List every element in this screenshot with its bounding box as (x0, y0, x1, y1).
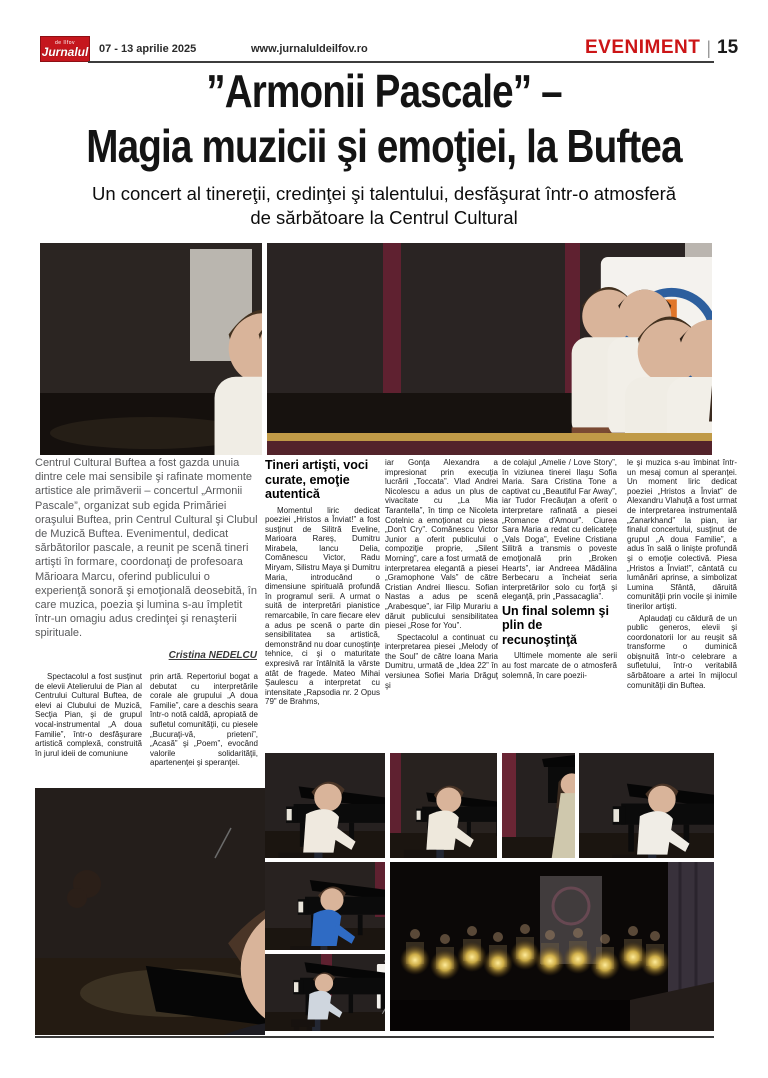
byline-author: Cristina NEDELCU (168, 650, 257, 661)
jurnalul-logo (40, 36, 90, 62)
paragraph: Ultimele momente ale serii au fost marcate de o atmosferă solemnă, în care poezii- (502, 651, 617, 680)
photo-candlelight-choir (390, 862, 714, 1031)
logo-title: Jurnalul (41, 44, 89, 59)
photo-curly-hair-pianist (35, 788, 265, 1035)
article-column-1 (35, 672, 142, 786)
byline (35, 650, 257, 661)
photo-pianist-boy (265, 954, 385, 1031)
article-column-2 (150, 672, 258, 786)
article-column-3 (265, 458, 380, 749)
paragraph: Spectacolul a continuat cu interpretarea piesei „Melody of the Soul” de către Ioana Maria Dumitru, urmată de „Idea 22” în versiunea Sofiei Maria Drăguţ şi (385, 632, 498, 690)
photo-standing-performer (502, 753, 575, 858)
headline-line1: ”Armonii Pascale” – (206, 65, 562, 117)
paragraph: le şi muzica s-au îmbinat într-un mesaj comun al speranţei. Un moment liric dedicat poeziei „Hristos a Înviat” de Alexandru Vlahuţă a fost urmat de interpretarea instrumentală „Zanarkhand” la pian, iar finalul concertului, susţinut de grupul „A doua Familie”, a adus în sală o linişte profundă şi o emoţie colectivă. Piesa „Hristos a Înviat!”, cântată cu lumânări aprinse, a simbolizat Lumina Sfântă, dăruită comunităţii prin vocile şi inimile tinerilor artişti. (627, 458, 737, 611)
section-header (585, 37, 738, 59)
page-number: 15 (717, 37, 739, 58)
section-separator: | (706, 37, 712, 58)
standfirst-line2: de sărbătoare la Centrul Cultural (250, 207, 518, 228)
subheading-final-solemn: Un final solemn şi plin de recunoştinţă (502, 603, 609, 647)
standfirst (34, 182, 734, 230)
section-label: EVENIMENT (585, 37, 701, 58)
photo-folk-group-with-teachers (40, 243, 262, 455)
headline-line2: Magia muzicii şi emoţiei, la Buftea (86, 120, 682, 172)
photo-pianist-blue-dress (265, 862, 385, 950)
standfirst-line1: Un concert al tinereţii, credinţei şi talentului, desfăşurat într-o atmosferă (91, 183, 677, 204)
photo-pianist-1 (265, 753, 385, 858)
paragraph: Aplaudaţi cu căldură de un public generos, elevii şi coordonatorii lor au reuşit să transforme o duminică obişnuită într-o celebrare a sufletului, într-o veritabilă sărbătoare a artei în mijlocul comunităţii din Buftea. (627, 613, 737, 690)
paragraph: Momentul liric dedicat poeziei „Hristos a Înviat!” a fost susţinut de Silitră Eveline, Marioara Rareş, Dumitru Mirabela, Iancu Delia, Comănescu Victor, Radu Miryam, Silistru Maya şi Dumitru Maria, introducând o dimensiune spirituală profundă în programul serii. A urmat o suită de interpretări pianistice remarcabile, în care fiecare elev a adus pe scenă o parte din sensibilitatea sa artistică, demonstrând nu doar cunoştinţe tehnice, ci şi o maturitate expresivă rar întâlnită la vârste atât de fragede. Mateo Mihai Şaulescu a interpretat cu intensitate „Rapsodia nr. 2 Opus 79” de Brahms, (265, 505, 380, 707)
paragraph: de colajul „Amelie / Love Story”, în viziunea tinerei Ilaşu Sofia Maria. Sara Cristina Tone a captivat cu „Beautiful Far Away”, iar Tudor Frecăuţan a oferit o interpretare rafinată a piesei „Romance d'Amour”. Ciurea Sara Maria a redat cu delicateţe „Vals Doga”, Eveline Cristiana Silitră a transmis o poveste emoţională prin „Broken Hearts”, iar Andreea Mădălina Berbecaru a încheiat seria interpretărilor solo cu forţă şi eleganţă, prin „Passacaglia”. (502, 458, 617, 602)
paragraph: Spectacolul a fost susţinut de elevii Atelierului de Pian al Centrului Cultural Buftea, de elevi ai Clubului de Muzică, Secţia Pian, şi de grupul vocal-instrumental „A doua Familie”, într-o desfăşurare artistică complexă, construită în jurul ideii de comuniune (35, 672, 142, 758)
article-column-6 (627, 458, 737, 749)
article-column-5 (502, 458, 617, 749)
paragraph: iar Gonţa Alexandra a impresionat prin execuţia lucrării „Toccata”. Vlad Andrei Nicolescu a adus un plus de vivacitate cu „La Mia Tarantella”, în timp ce Nicoleta Cotelnic a emoţionat cu piesa „Don't Cry”. Comănescu Victor Junior a oferit publicului o compoziţie proprie, „Silent Morning”, care a fost urmată de interpretarea elegantă a piesei „Gramophone Vals” de către Cristian Andrei Iliescu. Sofian Nastas a adus pe scenă „Arabesque”, iar Filip Murariu a dăruit publicului sensibilitatea piesei „Rose for You”. (385, 458, 498, 631)
headline (61, 64, 706, 174)
logo-subtitle: de Ilfov (54, 39, 76, 46)
website-url: www.jurnaluldeilfov.ro (251, 43, 368, 55)
photo-pianist-3 (579, 753, 714, 858)
header-rule (88, 61, 714, 63)
lead-paragraph: Centrul Cultural Buftea a fost gazda unuia dintre cele mai sensibile şi rafinate momente artistice ale primăverii – concertul „Armonii Pascale”, organizat sub egida Primăriei oraşului Buftea, prin Centrul Cultural şi Clubul de Muzică Buftea. Evenimentul, dedicat sărbătorilor pascale, a reunit pe scenă tineri artişti în formare, coordonaţi de profesoara Mărioara Marcu, oferind publicului o experienţă sonoră şi emoţională deosebită, în care muzica, poezia şi lumina s-au împletit într-un omagiu adus credinţei şi renaşterii spirituale. (35, 457, 258, 640)
subheading-tineri-artisti: Tineri artişti, voci curate, emoţie autentică (265, 458, 369, 501)
article-column-4 (385, 458, 498, 749)
paragraph: prin artă. Repertoriul bogat a debutat cu interpretările corale ale grupului „A doua Familie”, care a deschis seara într-o notă caldă, apropiată de sufletul comunităţii, cu piesele „Bucuraţi-vă, prieteni”, „Acasă” şi „Poem”, evocând valorile solidarităţii, apartenenţei şi speranţei. (150, 672, 258, 768)
bottom-rule (35, 1036, 714, 1038)
photo-pianist-2 (390, 753, 497, 858)
issue-date: 07 - 13 aprilie 2025 (99, 43, 197, 55)
photo-full-ensemble-stage (267, 243, 712, 455)
